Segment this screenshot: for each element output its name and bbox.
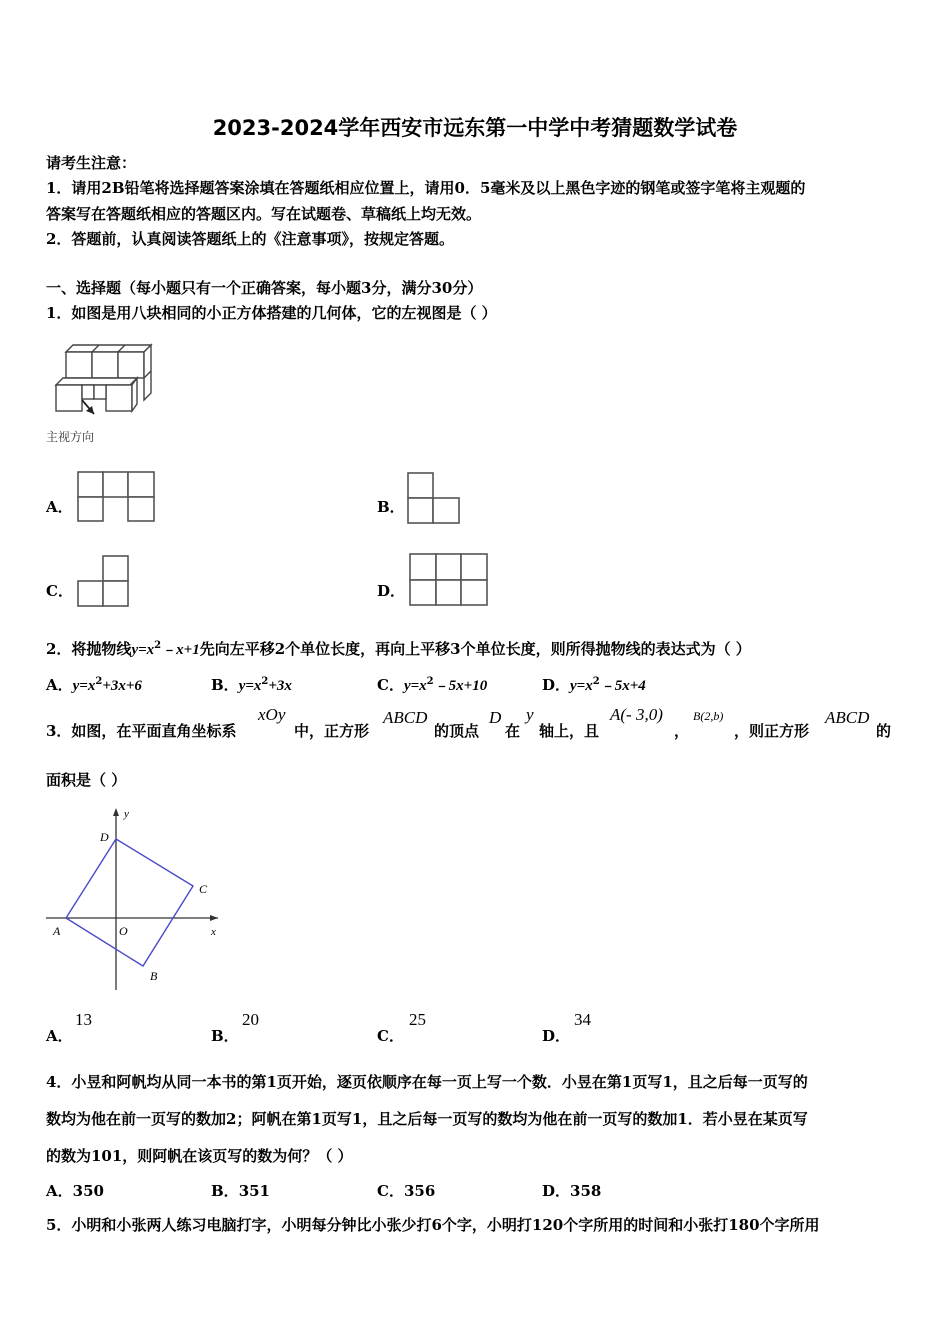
question-3-math-abcd-2: ABCD	[825, 708, 870, 727]
question-3-option-a-label[interactable]: A．	[46, 1027, 73, 1045]
question-4-option-a[interactable]: A．350	[46, 1182, 104, 1200]
question-3-math-d: D	[489, 708, 502, 727]
question-2-option-b[interactable]: B．$y=x^2+3x$	[211, 676, 292, 694]
question-1-option-b-label[interactable]: B．	[377, 498, 405, 516]
question-4-line-1: 4．小昱和阿帆均从同一本书的第1页开始，逐页依顺序在每一页上写一个数．小昱在第1页写1，且之后每一页写的	[46, 1073, 808, 1091]
notice-heading: 请考生注意：	[46, 154, 137, 172]
question-3-option-a-value[interactable]: 13	[75, 1010, 92, 1029]
notice-line-1a: 1．请用2B铅笔将选择题答案涂填在答题纸相应位置上，请用0．5毫米及以上黑色字迹的钢笔或签字笔将主观题的	[46, 179, 806, 197]
question-3-stem-part-1: 3．如图，在平面直角坐标系	[46, 722, 237, 740]
question-1-option-d-label[interactable]: D．	[377, 582, 406, 600]
point-label-b: B	[150, 969, 158, 983]
question-2-option-d[interactable]: D．$y=x^2﹣5x+4$	[542, 676, 646, 694]
question-2-option-a[interactable]: A．$y=x^2+3x+6$	[46, 676, 142, 694]
question-3-math-xoy: xOy	[258, 705, 286, 724]
question-5-line-1: 5．小明和小张两人练习电脑打字，小明每分钟比小张少打6个字，小明打120个字所用的时间和小张打180个字所用	[46, 1216, 820, 1234]
question-3-stem-part-6: ，	[674, 722, 690, 740]
question-2-option-c[interactable]: C．$y=x^2﹣5x+10$	[377, 676, 488, 694]
question-3-option-b-label[interactable]: B．	[211, 1027, 239, 1045]
point-label-a: A	[53, 924, 61, 938]
question-1-option-a-label[interactable]: A．	[46, 498, 73, 516]
axis-label-x: x	[211, 926, 216, 938]
question-1-figure-caption: 主视方向	[46, 430, 95, 444]
question-1-option-c-label[interactable]: C．	[46, 582, 73, 600]
point-label-c: C	[199, 882, 208, 896]
question-3-stem-part-8: 的	[876, 722, 892, 740]
question-3-stem-part-7: ，则正方形	[734, 722, 810, 740]
point-label-o: O	[119, 924, 128, 938]
question-3-math-abcd-1: ABCD	[383, 708, 428, 727]
question-1-stem: 1．如图是用八块相同的小正方体搭建的几何体，它的左视图是（ ）	[46, 304, 497, 322]
square-abcd	[66, 839, 193, 966]
question-3-math-y: y	[526, 705, 534, 724]
question-3-stem-part-2: 中，正方形	[294, 722, 370, 740]
notice-line-2: 2．答题前，认真阅读答题纸上的《注意事项》，按规定答题。	[46, 230, 454, 248]
question-3-math-point-a: A(- 3,0)	[610, 705, 663, 724]
question-3-math-point-b: B(2,b)	[693, 709, 724, 723]
page-title: 2023-2024学年西安市远东第一中学中考猜题数学试卷	[212, 116, 738, 140]
question-1-option-a-figure[interactable]	[76, 470, 158, 524]
point-label-d: D	[100, 830, 109, 844]
question-4-line-3: 的数为101，则阿帆在该页写的数为何？（ ）	[46, 1147, 353, 1165]
question-3-option-d-value[interactable]: 34	[574, 1010, 591, 1029]
question-3-stem-part-5: 轴上，且	[539, 722, 600, 740]
question-3-coordinate-figure	[40, 800, 230, 1000]
question-3-stem-part-4: 在	[505, 722, 521, 740]
question-4-option-b[interactable]: B．351	[211, 1182, 270, 1200]
question-4-line-2: 数均为他在前一页写的数加2；阿帆在第1页写1，且之后每一页写的数均为他在前一页写的数加1．若小昱在某页写	[46, 1110, 808, 1128]
question-2-stem: 2．将抛物线$y=x^2﹣x+1$先向左平移2个单位长度，再向上平移3个单位长度，则所得抛物线的表达式为（ ）	[46, 640, 751, 658]
question-4-option-c[interactable]: C．356	[377, 1182, 436, 1200]
question-4-option-d[interactable]: D．358	[542, 1182, 602, 1200]
question-3-stem-line-2: 面积是（ ）	[46, 771, 127, 789]
question-3-stem-part-3: 的顶点	[434, 722, 480, 740]
question-3-option-c-value[interactable]: 25	[409, 1010, 426, 1029]
notice-line-1b: 答案写在答题纸相应的答题区内。写在试题卷、草稿纸上均无效。	[46, 205, 482, 223]
question-3-option-b-value[interactable]: 20	[242, 1010, 259, 1029]
section-heading: 一、选择题（每小题只有一个正确答案，每小题3分，满分30分）	[46, 279, 483, 297]
question-1-option-c-figure[interactable]	[76, 554, 132, 608]
question-3-option-c-label[interactable]: C．	[377, 1027, 404, 1045]
question-1-option-d-figure[interactable]	[408, 552, 490, 608]
axis-label-y: y	[124, 808, 129, 820]
question-1-option-b-figure[interactable]	[406, 471, 462, 525]
question-3-option-d-label[interactable]: D．	[542, 1027, 571, 1045]
